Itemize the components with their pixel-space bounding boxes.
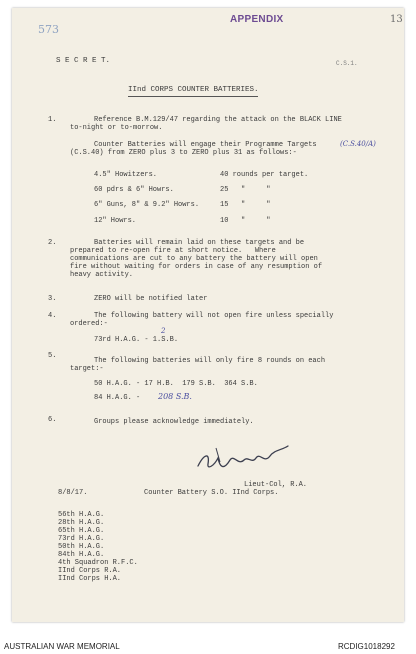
para2-line3: fire without waiting for orders in case of any resumption of <box>70 263 323 271</box>
secret-label: S E C R E T. <box>56 57 111 65</box>
distribution-item-2: 65th H.A.G. <box>58 527 105 535</box>
para1-handwritten-ref: (C.S.40/A) <box>340 140 376 148</box>
signatory-rank: Lieut-Col, R.A. <box>244 481 308 489</box>
distribution-item-3: 73rd H.A.G. <box>58 535 105 543</box>
rate-value-2: 15 " " <box>220 201 271 209</box>
para6-text: Groups please acknowledge immediately. <box>94 418 254 426</box>
document-date: 8/8/17. <box>58 489 88 497</box>
para3-text: ZERO will be notified later <box>94 295 208 303</box>
para5-line1: The following batteries will only fire 8 rounds on each <box>94 357 326 365</box>
reference-box: C.S.1. <box>336 60 358 67</box>
para4-line1: The following battery will not open fire unless specially <box>94 312 334 320</box>
rate-gun-0: 4.5" Howitzers. <box>94 171 158 179</box>
para5-line2: target:- <box>70 365 104 373</box>
para4-number: 4. <box>48 312 57 320</box>
distribution-item-6: 4th Squadron R.F.C. <box>58 559 138 567</box>
signatory-office: Counter Battery S.O. IInd Corps. <box>144 489 279 497</box>
para1-line4: (C.S.40) from ZERO plus 3 to ZERO plus 31 as follows:- <box>70 149 297 157</box>
para2-line4: heavy activity. <box>70 271 134 279</box>
archive-stamp: 573 <box>38 23 59 36</box>
para5-handwritten-battery: 208 S.B. <box>158 392 192 401</box>
distribution-item-5: 84th H.A.G. <box>58 551 105 559</box>
appendix-stamp: APPENDIX <box>230 14 284 25</box>
para3-number: 3. <box>48 295 57 303</box>
rate-value-1: 25 " " <box>220 186 271 194</box>
distribution-item-4: 50th H.A.G. <box>58 543 105 551</box>
para1-line3: Counter Batteries will engage their Programme Targets <box>94 141 317 149</box>
signature-image <box>194 436 292 476</box>
para1-line2: to-night or to-morrow. <box>70 124 163 132</box>
para2-line0: Batteries will remain laid on these targets and be <box>94 239 305 247</box>
rate-gun-2: 6" Guns, 8" & 9.2" Howrs. <box>94 201 200 209</box>
para5-row1: 50 H.A.G. - 17 H.B. 179 S.B. 364 S.B. <box>94 380 258 388</box>
para5-number: 5. <box>48 352 57 360</box>
footer-credit: AUSTRALIAN WAR MEMORIAL <box>4 642 120 651</box>
para2-line2: communications are cut to any battery the battery will open <box>70 255 318 263</box>
document-title: IInd CORPS COUNTER BATTERIES. <box>128 86 259 94</box>
para6-number: 6. <box>48 416 57 424</box>
rate-value-3: 10 " " <box>220 217 271 225</box>
page-number: 13 <box>390 14 403 25</box>
distribution-item-8: IInd Corps H.A. <box>58 575 122 583</box>
para5-row2: 84 H.A.G. - <box>94 394 141 402</box>
para2-line1: prepared to re-open fire at short notice. Where <box>70 247 276 255</box>
distribution-item-0: 56th H.A.G. <box>58 511 105 519</box>
rate-gun-1: 60 pdrs & 6" Howrs. <box>94 186 174 194</box>
title-underline <box>128 96 258 97</box>
para4-battery: 73rd H.A.G. - 1.S.B. <box>94 336 179 344</box>
para1-line1: Reference B.M.129/47 regarding the attack on the BLACK LINE <box>94 116 342 124</box>
para4-line2: ordered:- <box>70 320 108 328</box>
rate-value-0: 40 rounds per target. <box>220 171 309 179</box>
distribution-item-1: 28th H.A.G. <box>58 519 105 527</box>
footer-record-id: RCDIG1018292 <box>338 642 395 651</box>
distribution-item-7: IInd Corps R.A. <box>58 567 122 575</box>
para4-handwritten-mark: 2 <box>161 327 166 335</box>
rate-gun-3: 12" Howrs. <box>94 217 137 225</box>
para1-number: 1. <box>48 116 57 124</box>
para2-number: 2. <box>48 239 57 247</box>
